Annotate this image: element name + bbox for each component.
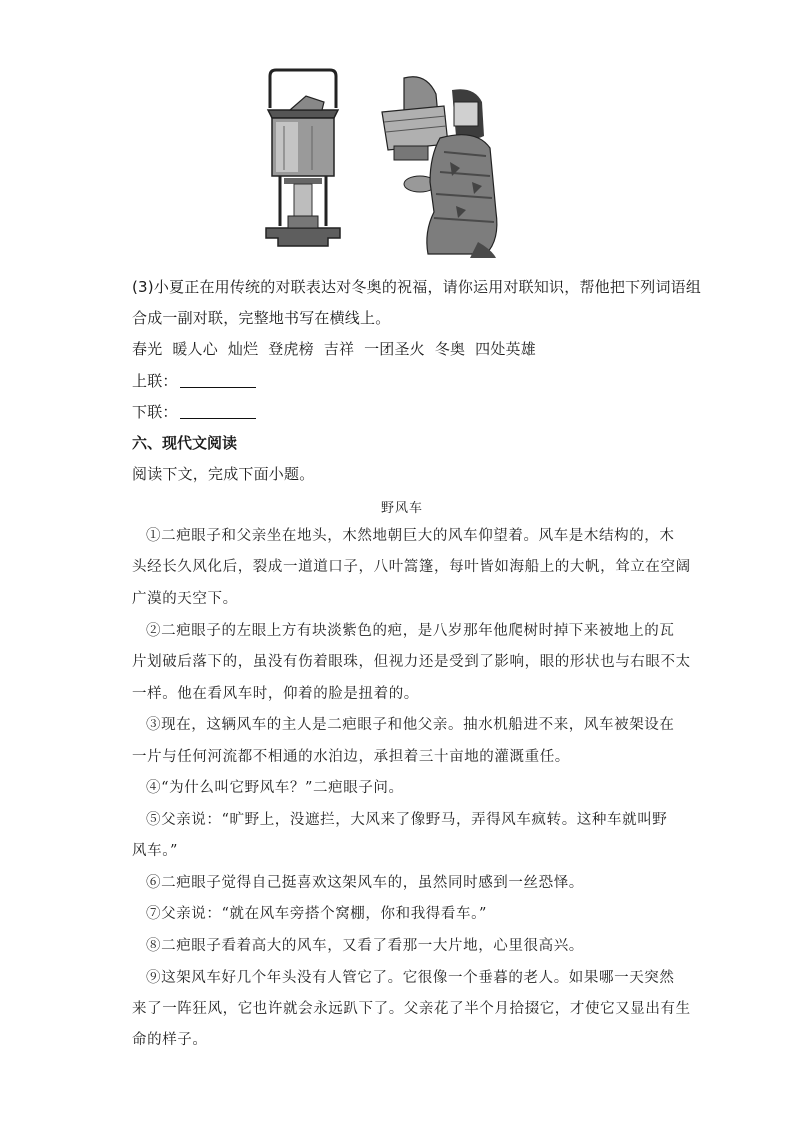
question-line-1: (3)小夏正在用传统的对联表达对冬奥的祝福，请你运用对联知识，帮他把下列词语组: [132, 278, 702, 296]
article-line: ②二疤眼子的左眼上方有块淡紫色的疤，是八岁那年他爬树时掉下来被地上的瓦: [146, 623, 675, 639]
article-line: 命的样子。: [132, 1032, 208, 1048]
article-line: ⑨这架风车好几个年头没有人管它了。它很像一个垂暮的老人。如果哪一天突然: [146, 970, 675, 986]
lower-couplet-blank[interactable]: [180, 404, 256, 419]
article-line: ④“为什么叫它野风车？”二疤眼子问。: [146, 780, 404, 796]
torchbearer-image: [374, 72, 506, 260]
lantern-image: [262, 66, 344, 256]
lower-couplet-label: 下联：: [132, 403, 178, 421]
article-line: 一样。他在看风车时，仰着的脸是扭着的。: [132, 686, 419, 702]
lower-couplet-row: [132, 401, 256, 422]
article-line: 一片与任何河流都不相通的水泊边，承担着三十亩地的灌溉重任。: [132, 749, 570, 765]
article-line: ③现在，这辆风车的主人是二疤眼子和他父亲。抽水机船进不来，风车被架设在: [146, 717, 675, 733]
article-line: 风车。”: [132, 843, 179, 859]
upper-couplet-row: [132, 370, 256, 391]
article-title: 野风车: [381, 501, 424, 516]
article-line: ①二疤眼子和父亲坐在地头，木然地朝巨大的风车仰望着。风车是木结构的，木: [146, 528, 675, 544]
article-line: 头经长久风化后，裂成一道道口子，八叶篙篷，每叶皆如海船上的大帆，耸立在空阔: [132, 559, 691, 575]
word-bank: 春光 暖人心 灿烂 登虎榜 吉祥 一团圣火 冬奥 四处英雄: [132, 340, 536, 358]
question-line-2: 合成一副对联，完整地书写在横线上。: [132, 309, 391, 327]
article-line: ⑧二疤眼子看着高大的风车，又看了看那一大片地，心里很高兴。: [146, 938, 584, 954]
article-line: 广漠的天空下。: [132, 591, 238, 607]
upper-couplet-label: 上联：: [132, 372, 178, 390]
section-title: 六、现代文阅读: [132, 434, 238, 452]
article-line: ⑥二疤眼子觉得自己挺喜欢这架风车的，虽然同时感到一丝恐怿。: [146, 875, 584, 891]
article-line: ⑤父亲说：“旷野上，没遮拦，大风来了像野马，弄得风车疯转。这种车就叫野: [146, 812, 668, 828]
article-line: 片划破后落下的，虽没有伤着眼珠，但视力还是受到了影响，眼的形状也与右眼不太: [132, 654, 691, 670]
section-instruction: 阅读下文，完成下面小题。: [132, 465, 315, 483]
article-line: ⑦父亲说：“就在风车旁搭个窝棚，你和我得看车。”: [146, 906, 487, 922]
upper-couplet-blank[interactable]: [180, 373, 256, 388]
article-line: 来了一阵狂风，它也许就会永远趴下了。父亲花了半个月拾掇它，才使它又显出有生: [132, 1001, 691, 1017]
